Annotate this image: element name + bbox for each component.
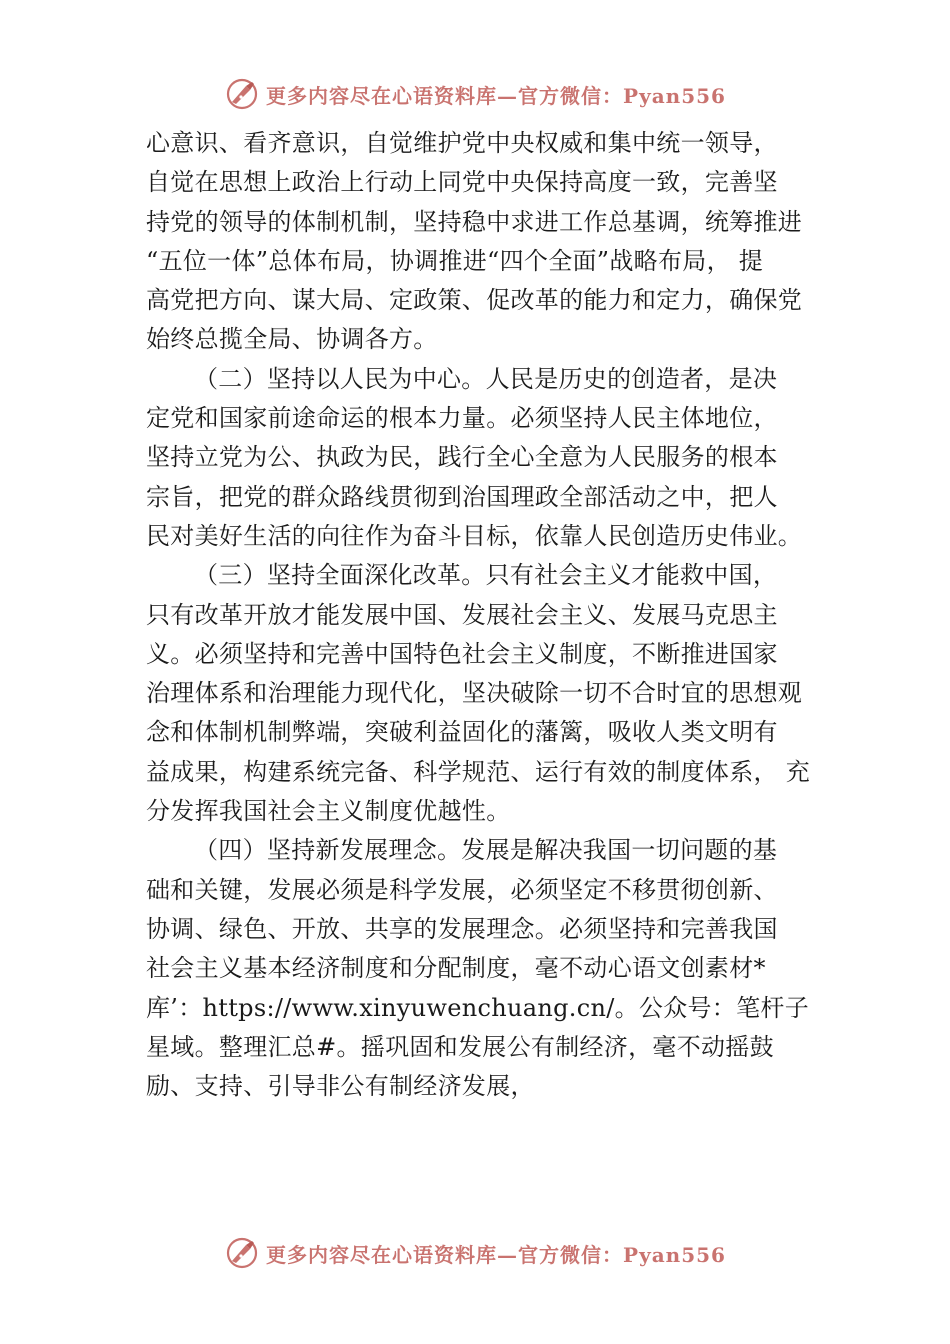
- footer-watermark: [0, 1233, 950, 1273]
- text-line: 念和体制机制弊端，突破利益固化的藩篱，吸收人类文明有: [146, 718, 778, 747]
- text-line: 坚持立党为公、执政为民，践行全心全意为人民服务的根本: [146, 443, 778, 472]
- text-line: 础和关键，发展必须是科学发展，必须坚定不移贯彻创新、: [146, 875, 778, 904]
- text-line: 民对美好生活的向往作为奋斗目标，依靠人民创造历史伟业。: [146, 521, 803, 550]
- watermark-text: 更多内容尽在心语资料库—官方微信：Pyan556: [266, 1242, 726, 1267]
- paragraph-first-line: （三）坚持全面深化改革。只有社会主义才能救中国，: [194, 561, 778, 590]
- paragraph-first-line: （四）坚持新发展理念。发展是解决我国一切问题的基: [194, 836, 778, 865]
- text-line: 社会主义基本经济制度和分配制度，毫不动心语文创素材*: [146, 954, 766, 983]
- text-line: 益成果，构建系统完备、科学规范、运行有效的制度体系， 充: [146, 757, 811, 786]
- text-line: 治理体系和治理能力现代化，坚决破除一切不合时宜的思想观: [146, 679, 803, 708]
- header-watermark: [0, 74, 950, 114]
- text-line: 励、支持、引导非公有制经济发展，: [146, 1072, 535, 1101]
- text-line: 库’：https://www.xinyuwenchuang.cn/。公众号：笔杆子: [146, 993, 810, 1022]
- text-line: 宗旨，把党的群众路线贯彻到治国理政全部活动之中，把人: [146, 482, 778, 511]
- watermark-text: 更多内容尽在心语资料库—官方微信：Pyan556: [266, 83, 726, 108]
- pen-nib-logo-icon: [224, 1235, 260, 1271]
- text-line: 自觉在思想上政治上行动上同党中央保持高度一致，完善坚: [146, 168, 778, 197]
- text-line: 高党把方向、谋大局、定政策、促改革的能力和定力，确保党: [146, 286, 803, 315]
- text-line: 星域。整理汇总#。摇巩固和发展公有制经济，毫不动摇鼓: [146, 1032, 774, 1061]
- text-line: “五位一体”总体布局，协调推进“四个全面”战略布局， 提: [146, 246, 764, 275]
- text-line: 持党的领导的体制机制，坚持稳中求进工作总基调，统筹推进: [146, 207, 803, 236]
- text-line: 心意识、看齐意识，自觉维护党中央权威和集中统一领导，: [146, 129, 778, 157]
- text-line: 协调、绿色、开放、共享的发展理念。必须坚持和完善我国: [146, 914, 778, 943]
- text-line: 始终总揽全局、协调各方。: [146, 325, 438, 354]
- pen-nib-logo-icon: [224, 76, 260, 112]
- text-line: 分发挥我国社会主义制度优越性。: [146, 797, 511, 826]
- paragraph-first-line: （二）坚持以人民为中心。人民是历史的创造者，是决: [194, 364, 778, 393]
- text-line: 义。必须坚持和完善中国特色社会主义制度，不断推进国家: [146, 639, 778, 668]
- text-line: 只有改革开放才能发展中国、发展社会主义、发展马克思主: [146, 600, 778, 629]
- document-body: [146, 124, 826, 1106]
- text-line: 定党和国家前途命运的根本力量。必须坚持人民主体地位，: [146, 404, 778, 433]
